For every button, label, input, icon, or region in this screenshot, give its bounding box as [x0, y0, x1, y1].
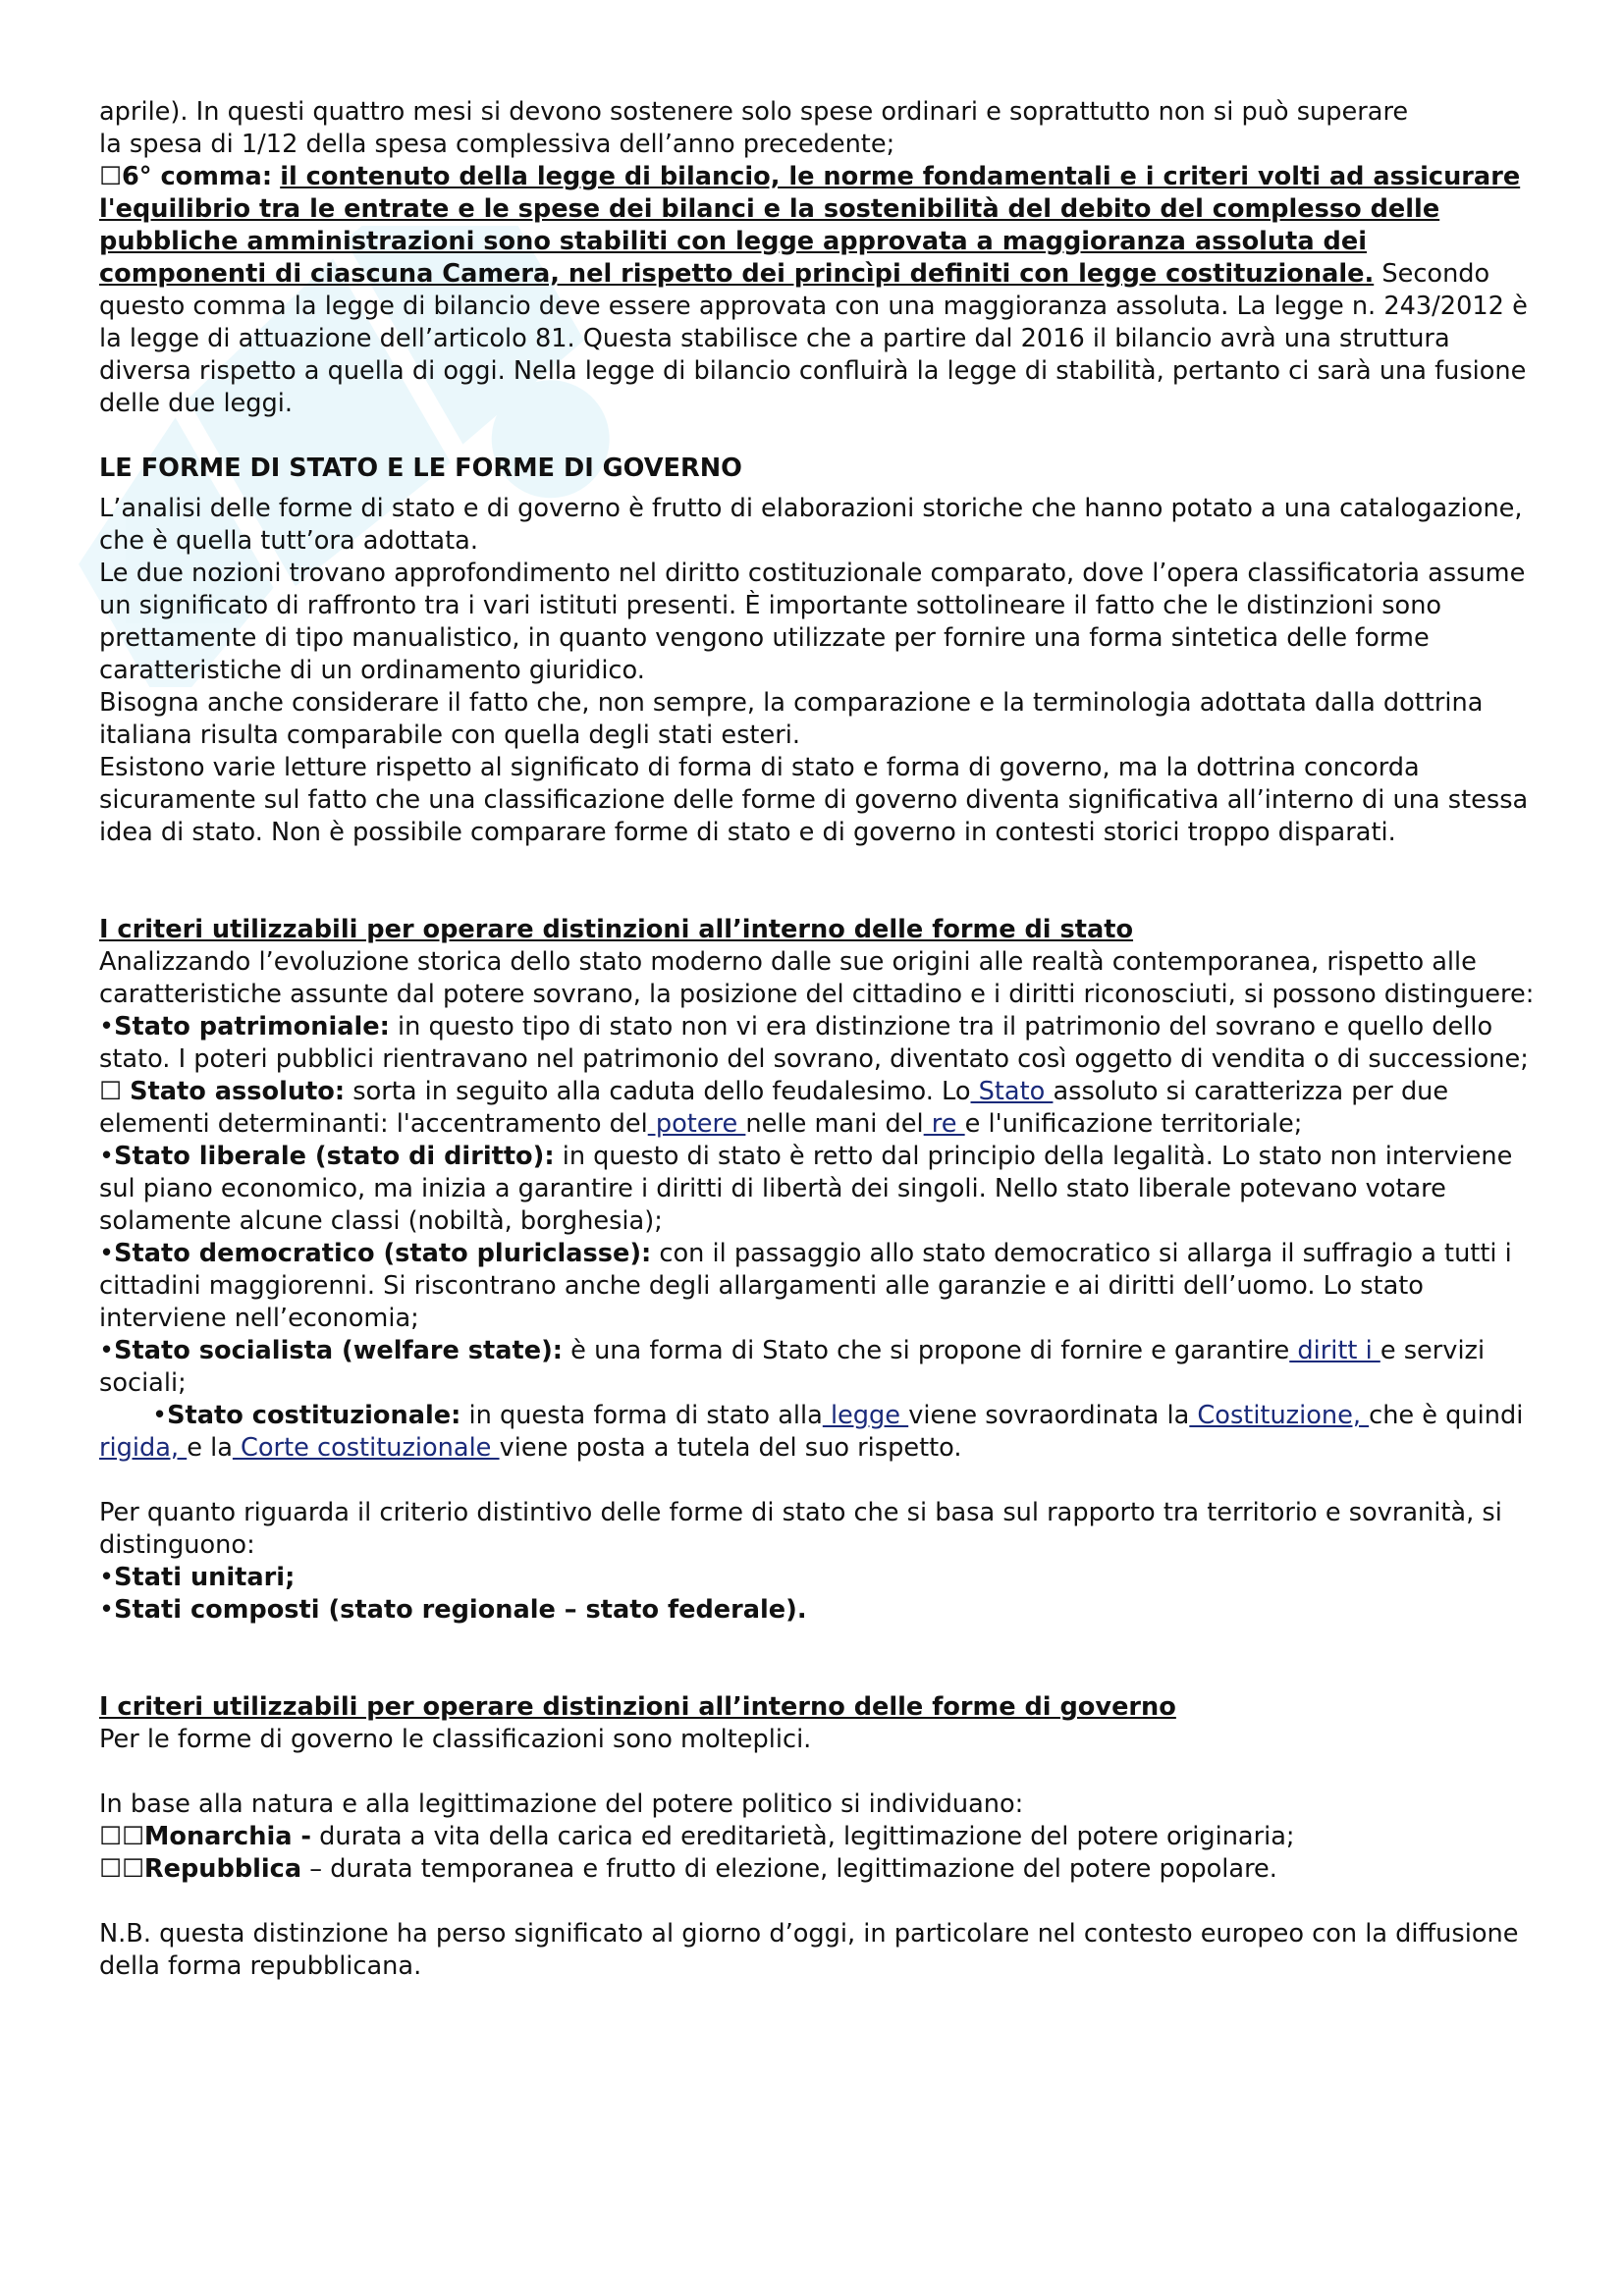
bullet: • [99, 1336, 115, 1365]
stati-composti-label: Stati composti (stato regionale – stato federale). [114, 1595, 807, 1625]
comma-6-paragraph [99, 161, 1542, 420]
comma-6-bold-text: il contenuto della legge di bilancio, le norme fondamentali e i criteri volti ad assicurare l'equilibrio tra le entrate e le spese dei bilanci e la sostenibilità del debito del complesso delle pubbliche amministrazioni sono stabiliti con legge approvata a maggioranza assoluta dei componenti di ciascuna Camera, nel rispetto dei princìpi definiti con legge costituzionale. [99, 162, 1521, 289]
link-rigida[interactable]: rigida, [99, 1433, 188, 1463]
costituzionale-text-4: e la [187, 1433, 233, 1463]
patrimoniale-label: Stato patrimoniale: [114, 1012, 390, 1041]
repubblica-label: Repubblica [143, 1854, 302, 1884]
link-re[interactable]: re [923, 1109, 965, 1139]
link-potere[interactable]: potere [647, 1109, 746, 1139]
comma-marker-glyph: ☐ [99, 162, 122, 191]
comma-6-label: 6° comma: [121, 162, 273, 191]
bullet: • [99, 1142, 115, 1171]
socialista-label: Stato socialista (welfare state): [114, 1336, 564, 1365]
item-stato-costituzionale [99, 1400, 1542, 1465]
item-monarchia [99, 1821, 1542, 1853]
item-stato-socialista [99, 1335, 1542, 1400]
costituzionale-text-2: viene sovraordinata la [908, 1401, 1190, 1430]
assoluto-text-2: assoluto si caratterizza per due elementi determinanti: l'accentramento del [99, 1077, 1449, 1139]
forme-paragraph-4: Esistono varie letture rispetto al significato di forma di stato e forma di governo, ma la dottrina concorda sicuramente sul fatto che una classificazione delle forme di governo diventa significativa all’interno di una stessa idea di stato. Non è possibile comparare forme di stato e di governo in contesti storici troppo disparati. [99, 753, 1529, 847]
liberale-text: in questo di stato è retto dal principio della legalità. Lo stato non interviene sul piano economico, ma inizia a garantire i diritti di libertà dei singoli. Nello stato liberale potevano votare solamente alcune classi (nobiltà, borghesia); [99, 1142, 1513, 1236]
document-page [99, 96, 1542, 1983]
intro-paragraph [99, 96, 1542, 161]
socialista-text-2: e servizi sociali; [99, 1336, 1486, 1398]
stato-intro: Analizzando l’evoluzione storica dello stato moderno dalle sue origini alle realtà contemporanea, rispetto alle caratteristiche assunte dal potere sovrano, la posizione del cittadino e i diritti riconosciuti, si possono distinguere: [99, 947, 1535, 1009]
checkbox-glyph: ☐☐ [99, 1822, 144, 1851]
costituzionale-label: Stato costituzionale: [167, 1401, 461, 1430]
democratico-label: Stato democratico (stato pluriclasse): [114, 1239, 652, 1268]
costituzionale-text-3: che è quindi [1369, 1401, 1524, 1430]
bullet: • [99, 1595, 115, 1625]
section-title-stato: I criteri utilizzabili per operare distinzioni all’interno delle forme di stato [99, 915, 1134, 944]
bullet: • [99, 1239, 115, 1268]
monarchia-label: Monarchia - [143, 1822, 312, 1851]
bullet: • [152, 1401, 168, 1430]
stati-unitari-label: Stati unitari; [114, 1563, 296, 1592]
costituzionale-text-5: viene posta a tutela del suo rispetto. [499, 1433, 962, 1463]
item-stati-composti [99, 1594, 1542, 1627]
comma-6-rest: Secondo questo comma la legge di bilancio deve essere approvata con una maggioranza assoluta. La legge n. 243/2012 è la legge di attuazione dell’articolo 81. Questa stabilisce che a partire dal 2016 il bilancio avrà una struttura diversa rispetto a quella di oggi. Nella legge di bilancio confluirà la legge di stabilità, pertanto ci sarà una fusione delle due leggi. [99, 259, 1528, 418]
section-title-forme: LE FORME DI STATO E LE FORME DI GOVERNO [99, 454, 742, 483]
monarchia-text: durata a vita della carica ed ereditarietà, legittimazione del potere originaria; [311, 1822, 1295, 1851]
item-stato-liberale [99, 1141, 1542, 1238]
bullet: • [99, 1563, 115, 1592]
patrimoniale-text: in questo tipo di stato non vi era distinzione tra il patrimonio del sovrano e quello dello stato. I poteri pubblici rientravano nel patrimonio del sovrano, diventato così oggetto di vendita o di successione; [99, 1012, 1529, 1074]
item-repubblica [99, 1853, 1542, 1886]
item-stato-patrimoniale [99, 1011, 1542, 1141]
governo-natura: In base alla natura e alla legittimazione del potere politico si individuano: [99, 1789, 1024, 1819]
intro-line-2: la spesa di 1/12 della spesa complessiva dell’anno precedente; [99, 130, 895, 159]
assoluto-text-1: sorta in seguito alla caduta dello feudalesimo. Lo [345, 1077, 971, 1106]
checkbox-glyph: ☐☐ [99, 1854, 144, 1884]
assoluto-marker-glyph: ☐ [99, 1077, 122, 1106]
democratico-text: con il passaggio allo stato democratico si allarga il suffragio a tutti i cittadini maggiorenni. Si riscontrano anche degli allargamenti alle garanzie e ai diritti dell’uomo. Lo stato interviene nell’economia; [99, 1239, 1512, 1333]
governo-intro: Per le forme di governo le classificazioni sono molteplici. [99, 1725, 812, 1754]
assoluto-text-3: nelle mani del [745, 1109, 924, 1139]
link-corte-costituzionale[interactable]: Corte costituzionale [232, 1433, 500, 1463]
forme-paragraph-2: Le due nozioni trovano approfondimento nel diritto costituzionale comparato, dove l’opera classificatoria assume un significato di raffronto tra i vari istituti presenti. È importante sottolineare il fatto che le distinzioni sono prettamente di tipo manualistico, in quanto vengono utilizzate per fornire una forma sintetica delle forme caratteristiche di un ordinamento giuridico. [99, 559, 1526, 685]
link-costituzione[interactable]: Costituzione, [1189, 1401, 1370, 1430]
intro-line-1: aprile). In questi quattro mesi si devono sostenere solo spese ordinari e soprattutto non si può superare [99, 97, 1409, 127]
link-legge[interactable]: legge [822, 1401, 909, 1430]
territorio-intro: Per quanto riguarda il criterio distintivo delle forme di stato che si basa sul rapporto tra territorio e sovranità, si distinguono: [99, 1498, 1502, 1560]
costituzionale-text-1: in questa forma di stato alla [460, 1401, 823, 1430]
forme-paragraph-1: L’analisi delle forme di stato e di governo è frutto di elaborazioni storiche che hanno potato a una catalogazione, che è quella tutt’ora adottata. [99, 494, 1523, 556]
item-stati-unitari [99, 1562, 1542, 1594]
link-diritti[interactable]: diritt i [1289, 1336, 1380, 1365]
liberale-label: Stato liberale (stato di diritto): [114, 1142, 555, 1171]
link-stato[interactable]: Stato [970, 1077, 1054, 1106]
item-stato-democratico [99, 1238, 1542, 1335]
bullet: • [99, 1012, 115, 1041]
assoluto-text-4: e l'unificazione territoriale; [964, 1109, 1303, 1139]
nota-bene: N.B. questa distinzione ha perso significato al giorno d’oggi, in particolare nel contesto europeo con la diffusione della forma repubblicana. [99, 1919, 1519, 1981]
section-title-governo: I criteri utilizzabili per operare distinzioni all’interno delle forme di governo [99, 1692, 1176, 1722]
repubblica-text: – durata temporanea e frutto di elezione, legittimazione del potere popolare. [301, 1854, 1277, 1884]
forme-paragraph-3: Bisogna anche considerare il fatto che, non sempre, la comparazione e la terminologia adottata dalla dottrina italiana risulta comparabile con quella degli stati esteri. [99, 688, 1484, 750]
socialista-text-1: è una forma di Stato che si propone di fornire e garantire [563, 1336, 1290, 1365]
assoluto-label: Stato assoluto: [130, 1077, 346, 1106]
